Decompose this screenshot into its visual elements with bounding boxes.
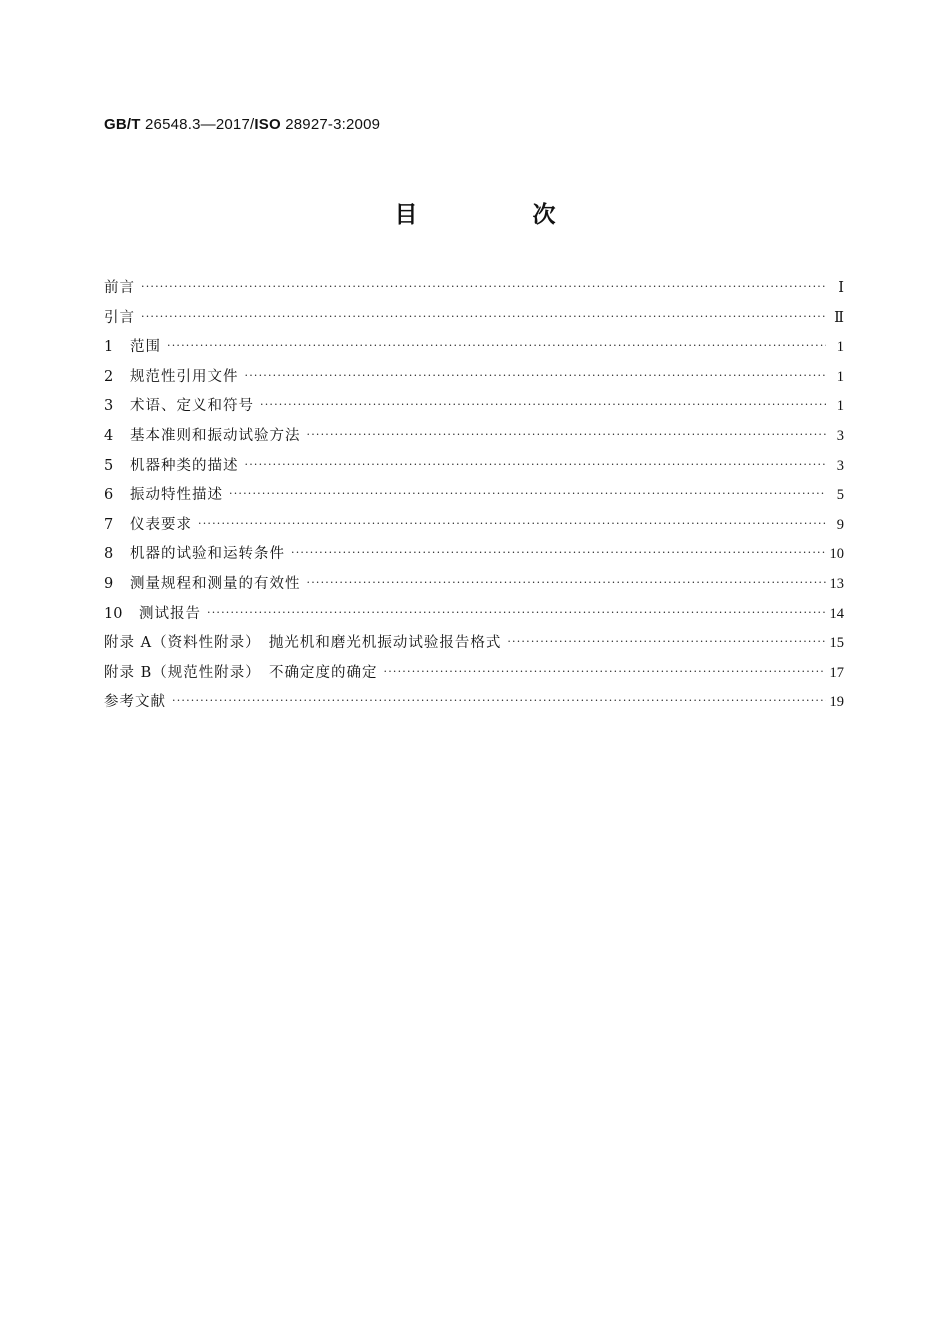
toc-entry-page: 3 (836, 457, 844, 474)
dot-leader (245, 458, 827, 471)
toc-entry-page: 1 (836, 398, 844, 415)
toc-entry-label: 机器种类的描述 (130, 457, 239, 474)
toc-entry-page: 1 (836, 339, 844, 356)
toc-entry-label: 附录 A（资料性附录） 抛光机和磨光机振动试验报告格式 (104, 635, 502, 652)
toc-entry-testing-conditions[interactable] (104, 542, 844, 572)
toc-entry-page: 19 (829, 694, 844, 711)
toc-entry-foreword[interactable] (104, 276, 844, 306)
toc-entry-label: 规范性引用文件 (130, 368, 239, 385)
toc-entry-page: 10 (829, 546, 844, 563)
toc-entry-number: 4 (104, 427, 114, 444)
toc-entry-label: 测量规程和测量的有效性 (130, 575, 301, 592)
iso-number: 28927-3:2009 (285, 116, 381, 133)
toc-entry-number: 1 (104, 339, 114, 356)
toc-entry-page: 3 (836, 427, 844, 444)
toc-entry-label: 术语、定义和符号 (130, 398, 254, 415)
toc-entry-number: 9 (104, 575, 114, 592)
toc-entry-page: 5 (836, 487, 844, 504)
toc-entry-page: 9 (836, 516, 844, 533)
dot-leader (229, 487, 826, 500)
table-of-contents (104, 276, 844, 720)
dot-leader (507, 635, 825, 648)
dot-leader (198, 517, 826, 530)
standard-identifier (104, 116, 380, 133)
dot-leader (307, 428, 827, 441)
toc-entry-machine-description[interactable] (104, 454, 844, 484)
toc-entry-terms-definitions[interactable] (104, 394, 844, 424)
toc-entry-normative-references[interactable] (104, 365, 844, 395)
toc-entry-vibration-characterization[interactable] (104, 483, 844, 513)
toc-entry-measurement-procedure[interactable] (104, 572, 844, 602)
dot-leader (384, 665, 826, 678)
toc-entry-instrumentation[interactable] (104, 513, 844, 543)
dot-leader (167, 339, 826, 352)
standard-number: 26548.3—2017/ (145, 116, 255, 133)
toc-entry-page: 14 (829, 605, 844, 622)
dot-leader (291, 546, 826, 559)
toc-entry-page: 1 (836, 368, 844, 385)
toc-entry-label: 前言 (104, 280, 135, 296)
toc-entry-label: 仪表要求 (130, 516, 192, 533)
toc-entry-annex-b[interactable] (104, 661, 844, 691)
toc-entry-page: 17 (829, 664, 844, 681)
toc-entry-number: 10 (104, 605, 123, 622)
toc-entry-introduction[interactable] (104, 306, 844, 336)
iso-prefix: ISO (254, 116, 281, 133)
toc-entry-number: 3 (104, 398, 114, 415)
dot-leader (141, 310, 826, 323)
toc-entry-bibliography[interactable] (104, 690, 844, 720)
toc-entry-label: 引言 (104, 309, 135, 326)
dot-leader (141, 280, 826, 293)
dot-leader (260, 398, 826, 411)
standard-prefix: GB/T (104, 116, 141, 133)
toc-entry-test-report[interactable] (104, 602, 844, 632)
toc-entry-label: 基本准则和振动试验方法 (130, 427, 301, 444)
toc-entry-number: 7 (104, 516, 114, 533)
toc-entry-number: 6 (104, 487, 114, 504)
toc-entry-number: 2 (104, 368, 114, 385)
toc-entry-label: 范围 (130, 339, 161, 356)
dot-leader (207, 606, 826, 619)
toc-entry-number: 8 (104, 546, 114, 563)
toc-entry-page: 13 (829, 575, 844, 592)
toc-entry-page: Ⅱ (834, 309, 844, 326)
toc-entry-page: Ⅰ (838, 280, 844, 296)
toc-entry-scope[interactable] (104, 335, 844, 365)
dot-leader (245, 369, 827, 382)
toc-entry-label: 附录 B（规范性附录） 不确定度的确定 (104, 664, 378, 681)
toc-entry-label: 参考文献 (104, 694, 166, 711)
dot-leader (172, 694, 826, 707)
toc-entry-basic-standards[interactable] (104, 424, 844, 454)
toc-entry-label: 测试报告 (139, 605, 201, 622)
toc-entry-label: 振动特性描述 (130, 487, 223, 504)
toc-entry-number: 5 (104, 457, 114, 474)
dot-leader (307, 576, 826, 589)
toc-entry-annex-a[interactable] (104, 631, 844, 661)
toc-title: 目 次 (394, 202, 602, 228)
toc-entry-label: 机器的试验和运转条件 (130, 546, 285, 563)
toc-entry-page: 15 (829, 635, 844, 652)
